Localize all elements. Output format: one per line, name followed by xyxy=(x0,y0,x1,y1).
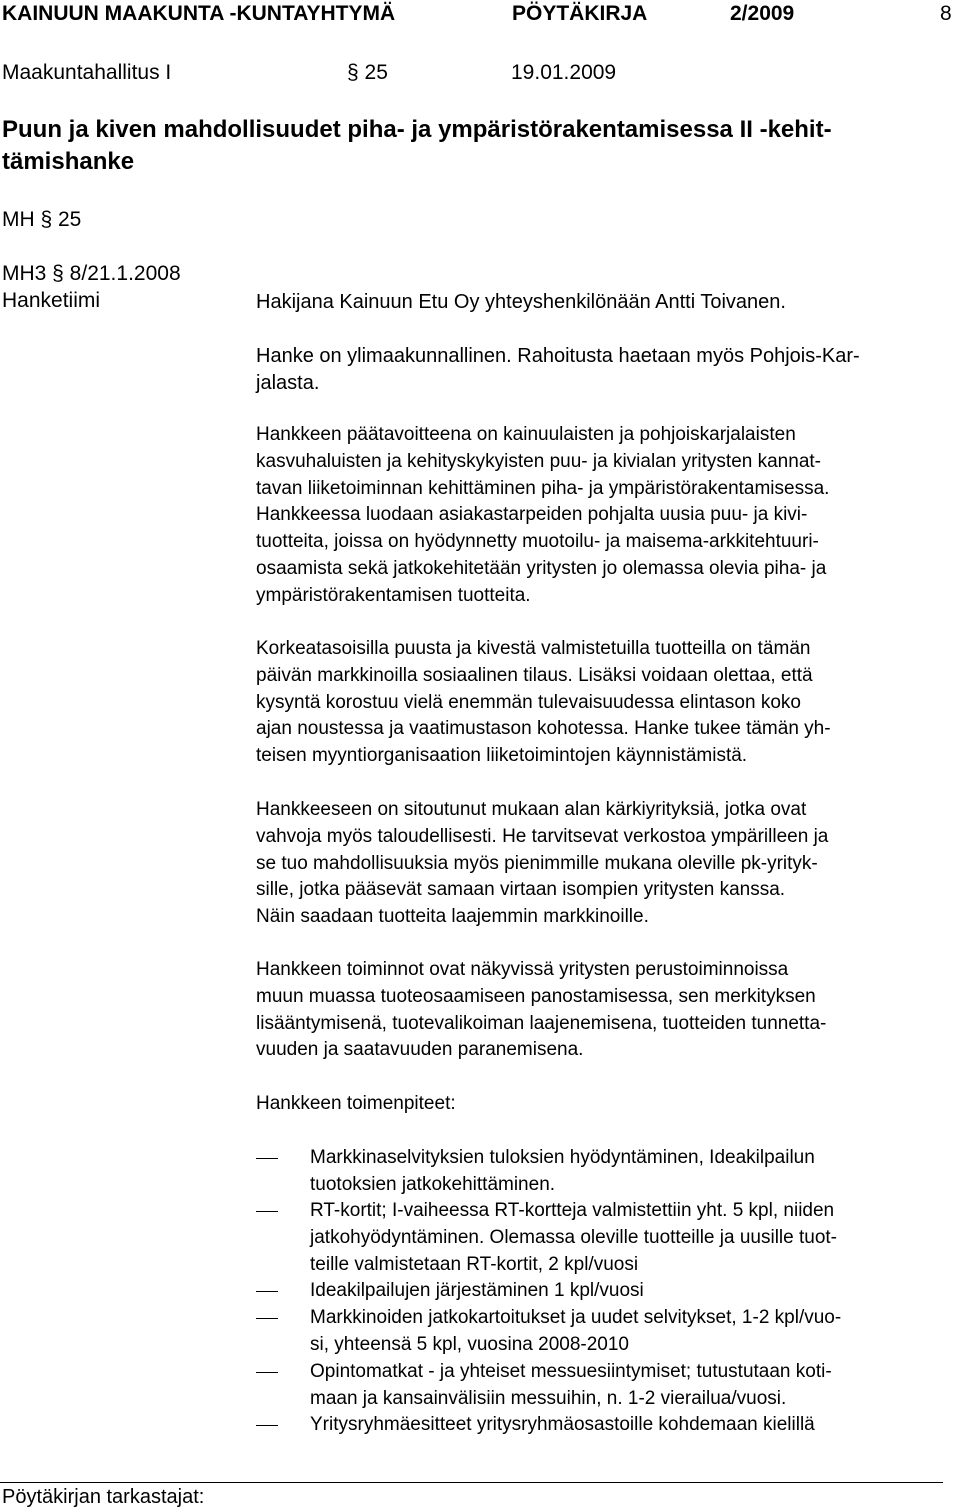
text-line: kasvuhaluisten ja kehityskykyisten puu- ja kivialan yritysten kannat- xyxy=(256,450,821,472)
list-dash xyxy=(256,1318,278,1319)
hanketiimi-label: Hanketiimi xyxy=(2,289,101,312)
paragraph-activities xyxy=(256,957,956,1064)
text-line: Hankkeessa luodaan asiakastarpeiden pohjalta uusia puu- ja kivi- xyxy=(256,504,808,526)
list-item xyxy=(310,1278,960,1305)
text-line: sille, jotka pääsevät samaan virtaan isompien yritysten kanssa. xyxy=(256,879,786,901)
page-number: 8 xyxy=(940,2,952,25)
document-type: PÖYTÄKIRJA xyxy=(512,2,648,25)
text-line: osaamista sekä jatkokehitetään yritysten jo olemassa olevia piha- ja xyxy=(256,557,827,579)
text-line: kysyntä korostuu vielä enemmän tulevaisuudessa elintason koko xyxy=(256,691,801,713)
text-line: päivän markkinoilla sosiaalinen tilaus. Lisäksi voidaan olettaa, että xyxy=(256,664,813,686)
text-line: si, yhteensä 5 kpl, vuosina 2008-2010 xyxy=(310,1333,629,1355)
text-line: tuotoksien jatkokehittäminen. xyxy=(310,1173,556,1195)
text-line: lisääntymisenä, tuotevalikoiman laajenemisena, tuotteiden tunnetta- xyxy=(256,1012,827,1034)
list-dash xyxy=(256,1425,278,1426)
text-line: se tuo mahdollisuuksia myös pienimmille mukana oleville pk-yrityk- xyxy=(256,852,818,874)
text-line: Hankkeeseen on sitoutunut mukaan alan kärkiyrityksiä, jotka ovat xyxy=(256,799,807,820)
footer-divider xyxy=(0,1482,943,1483)
text-line: jatkohyödyntäminen. Olemassa oleville tuotteille ja uusille tuot- xyxy=(310,1226,837,1248)
paragraph-goals xyxy=(256,422,956,610)
text-line: Näin saadaan tuotteita laajemmin markkinoille. xyxy=(256,906,649,928)
list-dash xyxy=(256,1158,278,1159)
text-line: ympäristörakentamisen tuotteita. xyxy=(256,584,531,606)
list-dash xyxy=(256,1372,278,1373)
text-line: Hankkeen päätavoitteena on kainuulaisten ja pohjoiskarjalaisten xyxy=(256,424,796,445)
text-line: Yritysryhmäesitteet yritysryhmäosastoille kohdemaan kielillä xyxy=(310,1414,815,1435)
text-line: Hanke on ylimaakunnallinen. Rahoitusta haetaan myös Pohjois-Kar- xyxy=(256,345,860,367)
text-line: Opintomatkat - ja yhteiset messuesiintymiset; tutustutaan koti- xyxy=(310,1361,832,1382)
text-line: jalasta. xyxy=(256,371,320,394)
mh-reference: MH § 25 xyxy=(2,208,82,231)
section-number: § 25 xyxy=(347,61,388,84)
text-line: tavan liiketoiminnan kehittäminen piha- ja ympäristörakentamisessa. xyxy=(256,477,830,499)
footer-label: Pöytäkirjan tarkastajat: xyxy=(2,1486,205,1508)
text-line: Ideakilpailujen järjestäminen 1 kpl/vuosi xyxy=(310,1280,644,1301)
paragraph-funding xyxy=(256,343,956,397)
title-line: Puun ja kiven mahdollisuudet piha- ja ympäristörakentamisessa II -kehit- xyxy=(2,116,832,143)
paragraph-applicant xyxy=(256,289,956,316)
paragraph-demand xyxy=(256,636,956,770)
list-dash xyxy=(256,1211,278,1212)
title-line: tämishanke xyxy=(2,148,135,175)
text-line: teisen myyntiorganisaation liiketoimintojen käynnistämistä. xyxy=(256,745,748,767)
text-line: teille valmistetaan RT-kortit, 2 kpl/vuosi xyxy=(310,1253,639,1275)
text-line: Hakijana Kainuun Etu Oy yhteyshenkilönään Antti Toivanen. xyxy=(256,291,786,313)
text-line: Korkeatasoisilla puusta ja kivestä valmistetuilla tuotteilla on tämän xyxy=(256,638,811,659)
text-line: Markkinaselvityksien tuloksien hyödyntäminen, Ideakilpailun xyxy=(310,1147,815,1168)
text-line: tuotteita, joissa on hyödynnetty muotoilu- ja maisema-arkkitehtuuri- xyxy=(256,531,819,553)
session-date: 19.01.2009 xyxy=(511,61,617,84)
mh3-reference: MH3 § 8/21.1.2008 xyxy=(2,262,181,285)
org-name: KAINUUN MAAKUNTA -KUNTAYHTYMÄ xyxy=(2,2,396,25)
list-item xyxy=(310,1198,960,1278)
session-body: Maakuntahallitus I xyxy=(2,61,172,84)
text-line: vahvoja myös taloudellisesti. He tarvitsevat verkostoa ympärilleen ja xyxy=(256,825,829,847)
text-line: Hankkeen toimenpiteet: xyxy=(256,1093,456,1114)
text-line: Markkinoiden jatkokartoitukset ja uudet selvitykset, 1-2 kpl/vuo- xyxy=(310,1307,842,1328)
list-item xyxy=(310,1305,960,1359)
paragraph-partners xyxy=(256,797,956,931)
text-line: maan ja kansainvälisiin messuihin, n. 1-2 vierailua/vuosi. xyxy=(310,1387,787,1409)
text-line: vuuden ja saatavuuden paranemisena. xyxy=(256,1039,584,1061)
measures-heading xyxy=(256,1091,956,1118)
document-number: 2/2009 xyxy=(730,2,795,25)
list-dash xyxy=(256,1291,278,1292)
text-line: muun muassa tuoteosaamiseen panostamisessa, sen merkityksen xyxy=(256,985,816,1007)
page-title xyxy=(2,114,832,178)
list-item xyxy=(310,1412,960,1439)
text-line: ajan noustessa ja vaatimustason kohotessa. Hanke tukee tämän yh- xyxy=(256,718,831,740)
list-item xyxy=(310,1145,960,1199)
text-line: Hankkeen toiminnot ovat näkyvissä yritysten perustoiminnoissa xyxy=(256,959,789,980)
text-line: RT-kortit; I-vaiheessa RT-kortteja valmistettiin yht. 5 kpl, niiden xyxy=(310,1200,835,1221)
list-item xyxy=(310,1359,960,1413)
